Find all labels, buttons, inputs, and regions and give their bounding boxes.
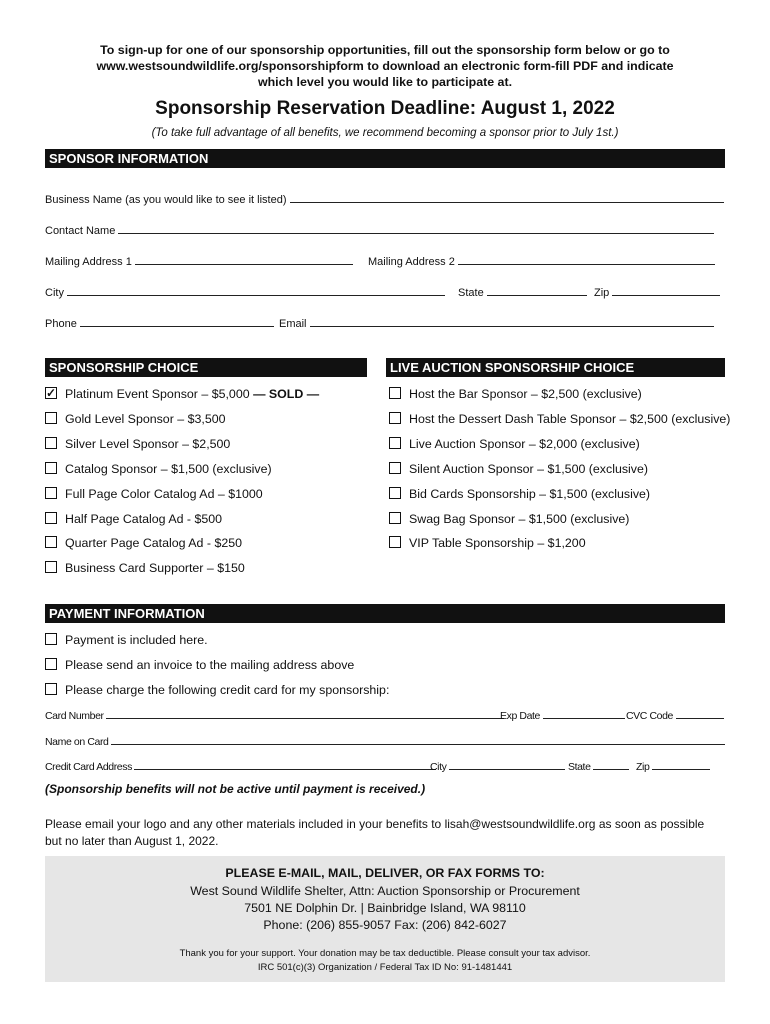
checkbox-icon[interactable] — [45, 512, 57, 524]
checkbox-icon[interactable] — [389, 437, 401, 449]
cc-zip-field[interactable] — [636, 759, 710, 773]
city-field[interactable] — [45, 285, 445, 299]
cvc-code-label: CVC Code — [626, 710, 673, 722]
option-quarter-page-ad-label: Quarter Page Catalog Ad - $250 — [65, 536, 243, 550]
cc-city-label: City — [430, 761, 447, 773]
card-number-label: Card Number — [45, 710, 104, 722]
option-vip-table-label: VIP Table Sponsorship – $1,200 — [409, 536, 586, 550]
city-line[interactable] — [67, 285, 445, 296]
cc-state-label: State — [568, 761, 591, 773]
mailing-address-1-field[interactable] — [45, 254, 353, 268]
name-on-card-line[interactable] — [111, 734, 725, 745]
checkbox-icon[interactable] — [45, 658, 57, 670]
email-logo-note — [45, 816, 735, 850]
email-label: Email — [279, 318, 307, 330]
checkbox-icon[interactable] — [45, 487, 57, 499]
option-host-bar-label: Host the Bar Sponsor – $2,500 (exclusive) — [409, 387, 642, 401]
card-number-line[interactable] — [106, 708, 504, 719]
checkbox-icon[interactable] — [45, 561, 57, 573]
business-name-line[interactable] — [290, 192, 724, 203]
state-line[interactable] — [487, 285, 587, 296]
email-note-line-1: Please email your logo and any other materials included in your benefits to lisah@westsoundwildlife.org as soon as possible — [45, 817, 705, 831]
state-field[interactable] — [458, 285, 587, 299]
checkbox-icon[interactable] — [45, 412, 57, 424]
cc-city-field[interactable] — [430, 759, 565, 773]
checkbox-icon[interactable] — [389, 387, 401, 399]
contact-name-field[interactable] — [45, 223, 714, 237]
option-business-card-label: Business Card Supporter – $150 — [65, 561, 245, 575]
mailing-address-2-field[interactable] — [368, 254, 715, 268]
cvc-code-field[interactable] — [626, 708, 724, 722]
cc-zip-line[interactable] — [652, 759, 710, 770]
option-gold-label: Gold Level Sponsor – $3,500 — [65, 412, 226, 426]
cc-zip-label: Zip — [636, 761, 650, 773]
benefits-advice-note: (To take full advantage of all benefits, we recommend becoming a sponsor prior to July 1st.) — [151, 127, 619, 139]
option-platinum[interactable] — [45, 385, 365, 403]
cvc-code-line[interactable] — [676, 708, 724, 719]
sponsor-info-header: SPONSOR INFORMATION — [45, 149, 725, 168]
contact-address-line-1: West Sound Wildlife Shelter, Attn: Auction Sponsorship or Procurement — [190, 884, 580, 898]
checkbox-icon[interactable] — [45, 462, 57, 474]
mailing-address-1-label: Mailing Address 1 — [45, 256, 132, 268]
option-swag-bag-label: Swag Bag Sponsor – $1,500 (exclusive) — [409, 512, 630, 526]
checkbox-icon[interactable] — [389, 536, 401, 548]
deadline-heading: Sponsorship Reservation Deadline: August 1, 2022 — [155, 98, 615, 119]
phone-field[interactable] — [45, 316, 274, 330]
zip-label: Zip — [594, 287, 610, 299]
mailing-address-2-line[interactable] — [458, 254, 715, 265]
intro-text — [60, 42, 710, 90]
option-dessert-dash-label: Host the Dessert Dash Table Sponsor – $2,500 (exclusive) — [409, 412, 731, 426]
email-note-line-2: but no later than August 1, 2022. — [45, 834, 219, 848]
charge-card-label: Please charge the following credit card for my sponsorship: — [65, 683, 390, 697]
checkbox-icon[interactable] — [389, 412, 401, 424]
option-silent-auction-label: Silent Auction Sponsor – $1,500 (exclusive) — [409, 462, 649, 476]
cc-address-field[interactable] — [45, 759, 436, 773]
business-name-field[interactable] — [45, 192, 724, 206]
checkbox-icon[interactable] — [389, 462, 401, 474]
checkbox-icon[interactable] — [45, 536, 57, 548]
exp-date-line[interactable] — [543, 708, 625, 719]
name-on-card-label: Name on Card — [45, 736, 109, 748]
cc-state-field[interactable] — [568, 759, 629, 773]
mailing-address-1-line[interactable] — [135, 254, 353, 265]
business-name-label: Business Name (as you would like to see it listed) — [45, 194, 287, 206]
checkbox-icon[interactable] — [389, 512, 401, 524]
option-catalog-label: Catalog Sponsor – $1,500 (exclusive) — [65, 462, 272, 476]
name-on-card-field[interactable] — [45, 734, 725, 748]
contact-heading: PLEASE E-MAIL, MAIL, DELIVER, OR FAX FORMS TO: — [225, 866, 545, 880]
intro-line-3: which level you would like to participate at. — [257, 75, 513, 89]
city-label: City — [45, 287, 64, 299]
intro-line-2: www.westsoundwildlife.org/sponsorshipform to download an electronic form-fill PDF and indicate — [96, 59, 674, 73]
option-platinum-label — [65, 385, 319, 403]
phone-label: Phone — [45, 318, 77, 330]
phone-line[interactable] — [80, 316, 274, 327]
state-label: State — [458, 287, 484, 299]
option-half-page-ad-label: Half Page Catalog Ad - $500 — [65, 512, 223, 526]
platinum-text: Platinum Event Sponsor – $5,000 — [65, 387, 250, 401]
auction-choice-header: LIVE AUCTION SPONSORSHIP CHOICE — [386, 358, 725, 377]
option-full-page-ad-label: Full Page Color Catalog Ad – $1000 — [65, 487, 263, 501]
irc-tax-id: IRC 501(c)(3) Organization / Federal Tax ID No: 91-1481441 — [257, 962, 513, 973]
contact-phone-fax: Phone: (206) 855-9057 Fax: (206) 842-6027 — [263, 918, 507, 932]
option-silver-label: Silver Level Sponsor – $2,500 — [65, 437, 231, 451]
cc-address-line[interactable] — [134, 759, 436, 770]
cc-address-label: Credit Card Address — [45, 761, 132, 773]
checkbox-checked-icon[interactable] — [45, 387, 57, 399]
contact-name-label: Contact Name — [45, 225, 116, 237]
zip-field[interactable] — [594, 285, 720, 299]
benefits-payment-note: (Sponsorship benefits will not be active until payment is received.) — [45, 782, 426, 796]
tax-deductible-note: Thank you for your support. Your donation may be tax deductible. Please consult your tax advisor. — [179, 948, 591, 959]
send-invoice-label: Please send an invoice to the mailing address above — [65, 658, 355, 672]
checkbox-icon[interactable] — [389, 487, 401, 499]
email-line[interactable] — [310, 316, 714, 327]
cc-city-line[interactable] — [449, 759, 565, 770]
sold-badge: — SOLD — — [253, 387, 320, 401]
cc-state-line[interactable] — [593, 759, 629, 770]
payment-info-header: PAYMENT INFORMATION — [45, 604, 725, 623]
card-number-field[interactable] — [45, 708, 504, 722]
checkbox-icon[interactable] — [45, 683, 57, 695]
exp-date-label: Exp Date — [500, 710, 540, 722]
checkbox-icon[interactable] — [45, 437, 57, 449]
contact-name-line[interactable] — [118, 223, 714, 234]
option-live-auction-label: Live Auction Sponsor – $2,000 (exclusive) — [409, 437, 640, 451]
email-field[interactable] — [279, 316, 714, 330]
option-bid-cards-label: Bid Cards Sponsorship – $1,500 (exclusive) — [409, 487, 651, 501]
checkbox-icon[interactable] — [45, 633, 57, 645]
sponsorship-choice-header: SPONSORSHIP CHOICE — [45, 358, 367, 377]
intro-line-1: To sign-up for one of our sponsorship opportunities, fill out the sponsorship form below or go to — [100, 43, 670, 57]
mailing-address-2-label: Mailing Address 2 — [368, 256, 455, 268]
payment-included-label: Payment is included here. — [65, 633, 208, 647]
zip-line[interactable] — [612, 285, 720, 296]
exp-date-field[interactable] — [500, 708, 625, 722]
contact-address-line-2: 7501 NE Dolphin Dr. | Bainbridge Island, WA 98110 — [244, 901, 526, 915]
